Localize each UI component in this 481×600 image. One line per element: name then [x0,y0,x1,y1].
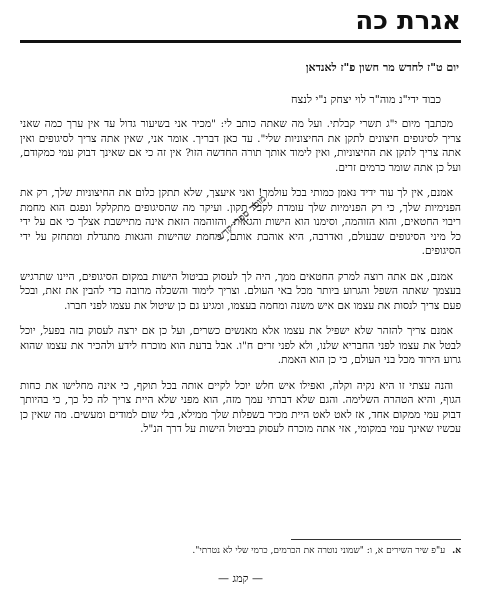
footnote-text: ע"פ שיר השירים א, ו: "שמוני נוטרה את הכרמים, כרמי שלי לא נטרתי". [192,546,446,556]
page-number: — קמג — [217,572,264,585]
header-rule [20,40,461,43]
paragraph: אמנם, אם אתה רוצה למרק החטאים ממך, היה לך לעסוק בביטול הישות במקום הסיגופים, היינו שתרגיש בעצמך שאתה השפל והגרוע ביותר מכל באי העולם. וצריך לימוד והשכלה מרובה כדי להבין את זאת, ובכל פעם צריך לנסות את עצמו אם איש משנה ומחמה בעצמו, ומגיע גם כן שיטול את עצמו לפני חברו. [20,270,461,312]
paragraph: אמנם, אין לך עוד ידיד נאמן כמותי בכל עולמך! ואני איעצך, שלא תתקן כלום את החיצוניות שלך, רק את הפנימיות שלך, כי רק הפנימיות שלך עומדת לקבל תקון. ועיקר מה שהסיגופים מתקלקל ונפגם הוא מחמת ריבוי החטאים, והוא הזוהמה, וסימנו הוא הישות והגאות, והזוהמה הזאת אינה מתיישבת אצלך כי אם על ידי כל מיני הסיגופים שבעולם, ואדרבה, היא אוהבת אותם, מחמת שהישות והגאות מתגדלת ומתחזק על ידי הסיגופים. [20,187,461,257]
letter-title: אגרת כה [355,6,461,36]
footnote-divider [291,539,461,540]
footnote-marker: א. [452,546,461,556]
letter-body [20,117,461,437]
watermark-stamp: מוסד ספרי קדש [215,193,269,243]
letter-salutation: כבוד ידי"נ מוה"ר לוי יצחק נ"י לנצח [291,93,441,106]
letter-date: יום ט"ז לחדש מר חשון פ"ז לאנדאן [305,61,459,74]
paragraph: והנה עצתי זו היא נקיה וקלה, ואפילו איש חלש יוכל לקיים אותה בכל תוקף, כי אינה מחלישו את כחות הגוף, והיא הטהרה השלימה. והגם שלא דברתי עמך מזה, הוא מפני שלא היית צריך לה כל כך, כי בהיותך דבוק עמי ממקום אחד, אז לאט לאט היית מכיר בשפלות שלך ממילא, בלי שום למודים ומעשים. מה שאין כן עכשיו שאינך עמי במקומי, אזי אתה מוכרח לעסוק בביטול הישות על דרך הנ"ל. [20,379,461,435]
page-header [20,6,461,42]
paragraph: אמנם צריך להזהר שלא ישפיל את עצמו אלא מאנשים כשרים, ועל כן אם ירצה לעסוק בזה בפעל, יוכל לבטל את עצמו לפני החבריא שלנו, ולא לפני זרים ח"ו. אבל בדעת הוא מוכרח לידע ולהכיר את עצמו שהוא גרוע הירוד מכל בני העולם, כי כן הוא האמת. [20,325,461,366]
paragraph: מכתבך מיום י"ג תשרי קבלתי. ועל מה שאתה כותב לי: "מכיר אני בשיעור גדול עד אין ערך כמה שאני צריך לסיגופים חיצונים לתקן את החיצוניות שלי". עד כאן דבריך. אומר אני, שאין אתה צריך לסיגופים ואין אתה צריך לתקן את החיצוניות, ואין לימוד אותך תורה החדשה הזו? אין זה כי אם שאינך דבוק עמי כמקודם, ועל כן אתה שומר כרמים זרים. [20,118,461,174]
footnote [20,545,461,557]
